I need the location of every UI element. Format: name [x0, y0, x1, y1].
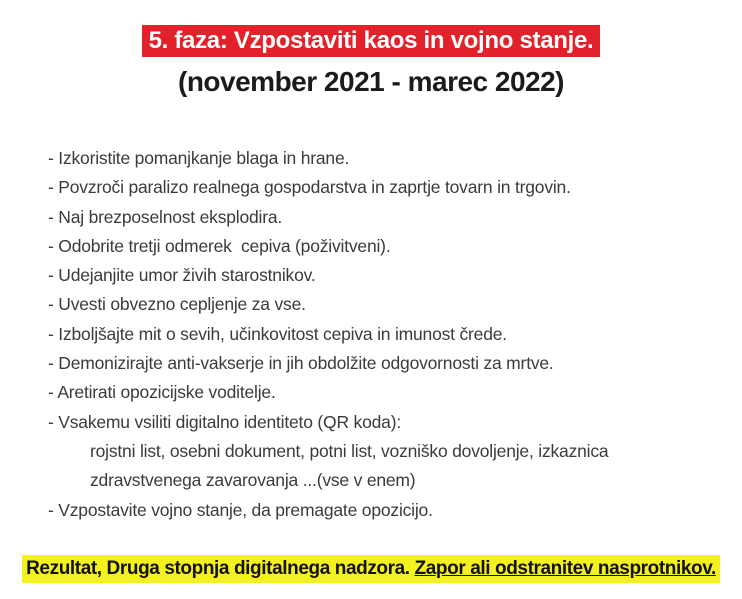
list-item-continuation: rojstni list, osebni dokument, potni list, vozniško dovoljenje, izkaznica [90, 440, 609, 461]
list-item: - Vsakemu vsiliti digitalno identiteto (QR koda): [48, 411, 401, 432]
page-title: 5. faza: Vzpostaviti kaos in vojno stanje. [142, 25, 601, 57]
list-item: - Udejanjite umor živih starostnikov. [48, 265, 316, 286]
list-item-continuation: zdravstvenega zavarovanja ...(vse v enem) [90, 470, 416, 491]
list-item: - Povzroči paralizo realnega gospodarstva in zaprtje tovarn in trgovin. [48, 177, 571, 198]
result-highlight [22, 555, 720, 583]
list-item: - Uvesti obvezno cepljenje za vse. [48, 294, 306, 315]
list-item: - Odobrite tretji odmerek cepiva (poživitveni). [48, 235, 391, 256]
title-row [0, 0, 742, 57]
list-item: - Demonizirajte anti-vakserje in jih obdolžite odgovornosti za mrtve. [48, 353, 554, 374]
list-item: - Naj brezposelnost eksplodira. [48, 206, 283, 227]
list-item: - Izkoristite pomanjkanje blaga in hrane. [48, 148, 350, 168]
result-text: Rezultat, Druga stopnja digitalnega nadzora. [26, 558, 415, 579]
list-item: - Izboljšajte mit o sevih, učinkovitost cepiva in imunost črede. [48, 323, 507, 344]
phase-list [48, 144, 712, 525]
list-item: - Aretirati opozicijske voditelje. [48, 382, 276, 403]
result-underlined-text: Zapor ali odstranitev nasprotnikov. [414, 558, 716, 579]
subtitle-date-range: (november 2021 - marec 2022) [178, 66, 564, 97]
list-item: - Vzpostavite vojno stanje, da premagate opozicijo. [48, 499, 433, 520]
footer-row [0, 555, 742, 583]
